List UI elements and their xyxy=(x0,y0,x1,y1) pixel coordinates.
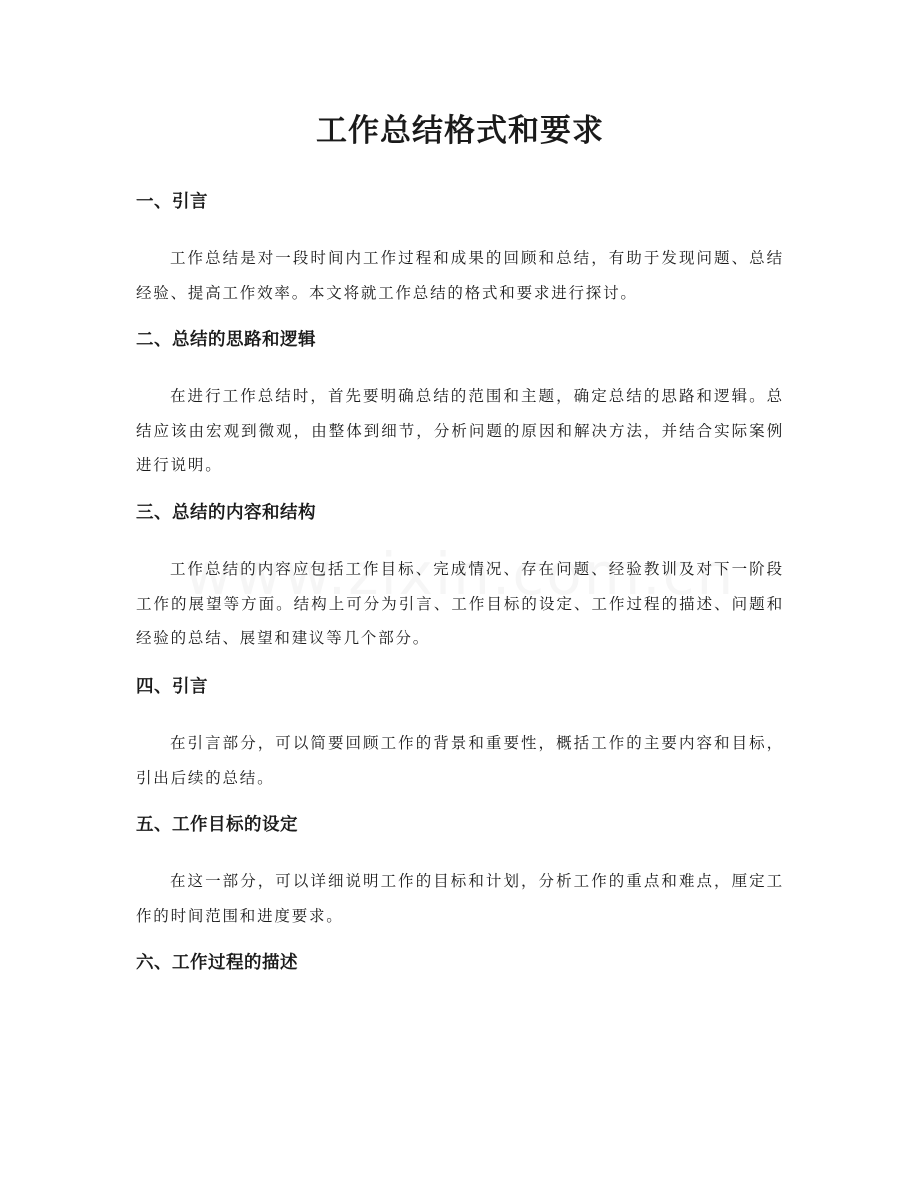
section-heading: 四、引言 xyxy=(136,677,208,697)
section-content-structure xyxy=(136,499,784,656)
section-heading: 一、引言 xyxy=(136,192,208,212)
section-paragraph: 在进行工作总结时，首先要明确总结的范围和主题，确定总结的思路和逻辑。总结应该由宏观到微观，由整体到细节，分析问题的原因和解决方法，并结合实际案例进行说明。 xyxy=(136,387,784,474)
section-heading: 六、工作过程的描述 xyxy=(136,953,298,973)
section-work-process xyxy=(136,949,784,977)
section-paragraph: 工作总结的内容应包括工作目标、完成情况、存在问题、经验教训及对下一阶段工作的展望等方面。结构上可分为引言、工作目标的设定、工作过程的描述、问题和经验的总结、展望和建议等几个部分。 xyxy=(136,560,784,647)
section-heading: 五、工作目标的设定 xyxy=(136,815,298,835)
section-heading: 二、总结的思路和逻辑 xyxy=(136,330,316,350)
section-paragraph: 在这一部分，可以详细说明工作的目标和计划，分析工作的重点和难点，厘定工作的时间范围和进度要求。 xyxy=(136,872,784,925)
page-title: 工作总结格式和要求 xyxy=(316,113,604,149)
section-approach-logic xyxy=(136,326,784,483)
section-paragraph: 在引言部分，可以简要回顾工作的背景和重要性，概括工作的主要内容和目标，引出后续的总结。 xyxy=(136,734,784,787)
section-paragraph: 工作总结是对一段时间内工作过程和成果的回顾和总结，有助于发现问题、总结经验、提高工作效率。本文将就工作总结的格式和要求进行探讨。 xyxy=(136,249,784,302)
section-introduction-part xyxy=(136,673,784,795)
section-introduction xyxy=(136,188,784,310)
section-heading: 三、总结的内容和结构 xyxy=(136,503,316,523)
section-goal-setting xyxy=(136,811,784,933)
